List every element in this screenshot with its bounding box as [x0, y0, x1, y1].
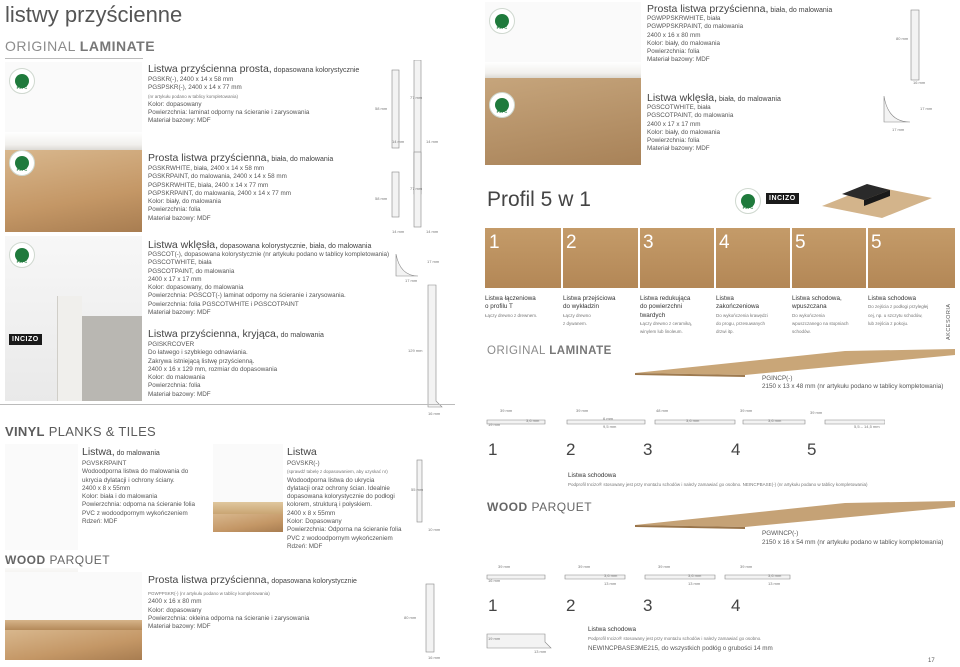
section-number: 3 [643, 440, 653, 459]
s9-line: Powierzchnia: folia [647, 137, 700, 145]
s4-line: Do łatwego i szybkiego odnawiania. [148, 349, 248, 357]
vinyl-heading: VINYL PLANKS & TILES [5, 424, 157, 439]
col-caption: Listwa schodowa, wpuszczana Do wykończenia wpuszczanego na stopniach schodów. [792, 295, 849, 335]
photo-wood [5, 572, 142, 660]
incizo-logo: INCIZO [766, 193, 799, 204]
s8-line: PGWPPSKRWHITE, biała [647, 15, 721, 22]
s6-line: dopasowana kolorystycznie do podłogi [287, 493, 395, 501]
col-caption: Listwa przejściowa do wykładzin Łączy drewno z dywanem. [563, 295, 616, 326]
s8-title: Prosta listwa przyścienna, biała, do malowania [647, 3, 833, 15]
s3-line: PGSCOT(-), dopasowana kolorystycznie (nr artykułu podano w tablicy kompletowania) [148, 251, 390, 258]
s2-line: PGSKRPAINT, do malowania, 2400 x 14 x 58 mm [148, 173, 287, 181]
s1-line: Materiał bazowy: MDF [148, 117, 211, 125]
s2-title: Prosta listwa przyścienna, biała, do malowania [148, 152, 334, 164]
profile-right-1 [905, 8, 935, 88]
section-number: 3 [643, 596, 653, 615]
profile-render [812, 176, 952, 224]
divider [5, 58, 143, 59]
profile-strip-1 [635, 345, 955, 377]
dim-label: 14 mm [426, 229, 439, 234]
s6-title: Listwa [287, 446, 317, 458]
s1-line: PGSPSKR(-), 2400 x 14 x 77 mm [148, 84, 242, 92]
s5-line: PVC z wodoodpornym wykończeniem [82, 509, 188, 517]
s4-line: Materiał bazowy: MDF [148, 390, 211, 398]
s2-line: PGPSKRPAINT, do malowania, 2400 x 14 x 77 mm [148, 189, 292, 197]
dim-label: 10 mm [428, 527, 441, 532]
dim-label: 48 mm [656, 408, 669, 413]
s3-line: Powierzchnia: PGSCOT(-) laminat odporny na ścieranie i zarysowania. [148, 292, 346, 300]
dim-label: 77 mm [410, 95, 423, 100]
wood-heading: WOOD PARQUET [5, 553, 111, 567]
s7-line: Kolor: dopasowany [148, 606, 202, 614]
photo-number: 1 [489, 232, 500, 253]
photo-right-1 [485, 2, 641, 165]
orig-heading: ORIGINAL LAMINATE [487, 345, 612, 357]
dim-label: 39 mm [500, 408, 513, 413]
page-number: 17 [928, 658, 935, 664]
s5-line: Wodoodporna listwa do malowania do [82, 468, 189, 476]
s9-line: Kolor: biały, do malowania [647, 128, 721, 136]
photo-skirting-1 [5, 62, 142, 232]
s5-line: Kolor: biała i do malowania [82, 493, 158, 501]
profile-sections-2 [485, 565, 795, 595]
p2-dim: 2150 x 16 x 54 mm (nr artykułu podano w tablicy kompletowania) [762, 539, 944, 546]
col-caption: Listwa schodowa Do zejścia z podłogi przyległej cej, np. u szczytu schodów, lub zejścia z pokoju. [868, 295, 929, 326]
stair-title-2: Listwa schodowa [588, 626, 636, 633]
s9-line: PGSCOTWHITE, biała [647, 104, 711, 111]
profile-cover [420, 283, 450, 411]
p1-code: PGINCP(-) [762, 375, 793, 382]
s4-line: PGISKRCOVER [148, 341, 195, 348]
s6-line: Wodoodporna listwa do ukrycia [287, 476, 375, 484]
p3-code: NEWINCPBASE3ME215, do wszystkich podłóg o grubości 14 mm [588, 645, 773, 652]
pefc-logo: PEFC [489, 8, 515, 34]
dim-label: 19 mm [488, 422, 501, 427]
dim-label: 14 mm [392, 229, 405, 234]
s7-line: Materiał bazowy: MDF [148, 623, 211, 631]
pefc-logo: PEFC [9, 68, 35, 94]
dim-label: 17 mm [405, 278, 418, 283]
dim-label: 3,6 mm [526, 418, 540, 423]
s9-line: 2400 x 17 x 17 mm [647, 120, 701, 128]
s3-line: Kolor: dopasowany, do malowania [148, 284, 244, 292]
s2-line: Powierzchnia: folia [148, 206, 201, 214]
s6-line: Powierzchnia: Odporna na ścieranie folia [287, 526, 402, 534]
profile-strip-2 [635, 497, 955, 529]
pefc-logo: PEFC [489, 92, 515, 118]
s8-line: Powierzchnia: folia [647, 48, 700, 56]
photo-number: 4 [719, 232, 730, 253]
s9-line: Materiał bazowy: MDF [647, 145, 710, 153]
profil-title: Profil 5 w 1 [487, 188, 591, 211]
section-number: 1 [488, 440, 498, 459]
stair-text: Podprofil Incizo® stosowany jest przy montażu schodów i należy zamawiać go osobno. NEINCPBASE(-) (nr artykułu podano w tablicy kompletowania) [568, 482, 868, 487]
s1-line: PGSKR(-), 2400 x 14 x 58 mm [148, 76, 234, 83]
dim-label: 19 mm [488, 636, 501, 641]
dim-label: 77 mm [410, 186, 423, 191]
photo-number: 2 [566, 232, 577, 253]
s2-line: PGPSKRWHITE, biała, 2400 x 14 x 77 mm [148, 181, 269, 189]
dim-label: 16 mm [428, 411, 441, 416]
s4-title: Listwa przyścienna, kryjąca, do malowania [148, 328, 324, 340]
s3-line: PGSCOTPAINT, do malowania [148, 267, 235, 275]
dim-label: 13 mm [688, 581, 701, 586]
dim-label: 39 mm [810, 410, 823, 415]
s6-line: (sprawdź tabelę z dopasowaniem, aby uzyskać nr) [287, 469, 388, 475]
s3-line: 2400 x 17 x 17 mm [148, 275, 202, 283]
dim-label: 5,5 – 14,5 mm [854, 424, 880, 429]
dim-label: 16 mm [913, 80, 926, 85]
p1-dim: 2150 x 13 x 48 mm (nr artykułu podano w tablicy kompletowania) [762, 383, 944, 390]
s9-title: Listwa wklęsła, biała, do malowania [647, 92, 781, 104]
section-number: 4 [731, 440, 741, 459]
col-caption: Listwa łączeniowa o profilu T Łączy drewno z drewnem. [485, 295, 538, 318]
s6-line: 2400 x 8 x 55mm [287, 509, 336, 517]
s5-line: Rdzeń: MDF [82, 518, 118, 526]
photo-number: 5 [871, 232, 882, 253]
dim-label: 3,6 mm [686, 418, 700, 423]
pefc-logo: PEFC [9, 150, 35, 176]
s7-title: Prosta listwa przyścienna, dopasowana kolorystycznie [148, 574, 357, 586]
dim-label: 39 mm [658, 564, 671, 569]
dim-label: 16 mm [428, 655, 441, 660]
s1-title: Listwa przyścienna prosta, dopasowana kolorystycznie [148, 63, 360, 75]
s6-line: dylatacji oraz ochrony ścian. Idealnie [287, 484, 390, 492]
s3-title: Listwa wklęsła, dopasowana kolorystycznie, biała, do malowania [148, 239, 372, 251]
stair-title: Listwa schodowa [568, 472, 616, 479]
s2-line: Materiał bazowy: MDF [148, 214, 211, 222]
dim-label: 39 mm [576, 408, 589, 413]
s2-line: Kolor: biały, do malowania [148, 198, 222, 206]
s3-line: PGSCOTWHITE, biała [148, 259, 212, 267]
s6-line: PVC z wodoodpornym wykończeniem [287, 534, 393, 542]
dim-label: 13 mm [534, 649, 547, 654]
dim-label: 80 mm [896, 36, 909, 41]
s8-line: 2400 x 16 x 80 mm [647, 31, 701, 39]
s9-line: PGSCOTPAINT, do malowania [647, 112, 734, 120]
photo-skirting-2 [5, 236, 142, 401]
dim-label: 39 mm [740, 408, 753, 413]
s1-line: Powierzchnia: laminat odporny na ścieranie i zarysowania [148, 109, 310, 117]
col-caption: Listwa redukująca do powierzchni twardych Łączy drewno z ceramiką, winylem lub linoleum. [640, 295, 693, 335]
p2-code: PGWINCP(-) [762, 530, 799, 537]
s2-line: PGSKRWHITE, biała, 2400 x 14 x 58 mm [148, 165, 265, 172]
section-number: 4 [731, 596, 741, 615]
stair-text-2: Podprofil Incizo® stosowany jest przy montażu schodów i należy zamawiać go osobno. [588, 636, 762, 641]
dim-label: 80 mm [404, 615, 417, 620]
s4-line: Powierzchnia: folia [148, 382, 201, 390]
section-number: 2 [566, 596, 576, 615]
s8-line: Kolor: biały, do malowania [647, 39, 721, 47]
page-title: listwy przyścienne [5, 2, 183, 27]
dim-label: 17 mm [427, 259, 440, 264]
dim-label: 14 mm [426, 139, 439, 144]
profile-drawings-1 [372, 60, 452, 240]
s8-line: Materiał bazowy: MDF [647, 56, 710, 64]
s3-line: Powierzchnia: folia PGSCOTWHITE i PGSCOTPAINT [148, 300, 299, 308]
s8-line: PGWPPSKRPAINT, do malowania [647, 23, 744, 31]
dim-label: 9,5 mm [603, 424, 617, 429]
s3-line: Materiał bazowy: MDF [148, 309, 211, 317]
profile-cove [392, 250, 432, 280]
s6-line: kolorem, strukturą i połyskiem. [287, 501, 373, 509]
s4-line: 2400 x 16 x 129 mm, rozmiar do dopasowania [148, 365, 278, 373]
s1-line: Kolor: dopasowany [148, 100, 202, 108]
s6-line: PGVSKR(-) [287, 460, 320, 467]
section-title: ORIGINAL LAMINATE [5, 38, 156, 54]
section-number: 2 [566, 440, 576, 459]
dim-label: 14 mm [392, 139, 405, 144]
dim-label: 58 mm [375, 106, 388, 111]
dim-label: 17 mm [892, 127, 905, 132]
wood-heading-right: WOOD PARQUET [487, 500, 593, 514]
s7-line: PGWPPSKR(-) (nr artykułu podano w tablicy kompletowania) [148, 591, 270, 596]
dim-label: 39 mm [740, 564, 753, 569]
dim-label: 3,6 mm [604, 573, 618, 578]
profile-sections-1 [485, 408, 885, 438]
dim-label: 3,6 mm [768, 573, 782, 578]
s1-note: (nr artykułu podano w tablicy kompletowania) [148, 93, 239, 99]
dim-label: 13 mm [604, 581, 617, 586]
dim-label: 3,6 mm [768, 418, 782, 423]
s5-title: Listwa, do malowania [82, 446, 160, 458]
pefc-logo: PEFC [735, 188, 761, 214]
dim-label: 6 mm [603, 416, 613, 421]
s4-line: Zakrywa istniejącą listwę przyścienną. [148, 357, 255, 365]
dim-label: 17 mm [920, 106, 933, 111]
dim-label: 58 mm [375, 196, 388, 201]
photo-number: 3 [643, 232, 654, 253]
section-number: 5 [807, 440, 817, 459]
col-caption: Listwa zakończeniowa Do wykończenia krawędzi do progu, przesuwanych drzwi itp. [716, 295, 768, 335]
s7-line: 2400 x 16 x 80 mm [148, 598, 202, 606]
s5-line: Powierzchnia: odporna na ścieranie folia [82, 501, 196, 509]
s6-line: Rdzeń: MDF [287, 542, 323, 550]
dim-label: 39 mm [578, 564, 591, 569]
side-label: AKCESORIA [946, 303, 952, 340]
s7-line: Powierzchnia: okleina odporna na ścieranie i zarysowania [148, 614, 310, 622]
dim-label: 129 mm [408, 348, 423, 353]
s6-line: Kolor: Dopasowany [287, 518, 342, 526]
s5-line: 2400 x 8 x 55mm [82, 484, 131, 492]
dim-label: 55 mm [411, 487, 424, 492]
profile-right-cove [880, 92, 920, 132]
dim-label: 3,6 mm [688, 573, 702, 578]
dim-label: 16 mm [488, 578, 501, 583]
s4-line: Kolor: do malowania [148, 374, 206, 382]
dim-label: 13 mm [768, 581, 781, 586]
dim-label: 39 mm [498, 564, 511, 569]
photo-vinyl-2 [213, 444, 283, 532]
photo-number: 5 [795, 232, 806, 253]
incizo-logo: INCIZO [9, 334, 42, 345]
profile-vinyl [405, 455, 435, 535]
profile-wood [418, 580, 448, 660]
s5-line: PGVSKRPAINT [82, 460, 127, 467]
section-number: 1 [488, 596, 498, 615]
pefc-logo: PEFC [9, 242, 35, 268]
s5-line: ukrycia dylatacji i ochrony ściany. [82, 476, 175, 484]
